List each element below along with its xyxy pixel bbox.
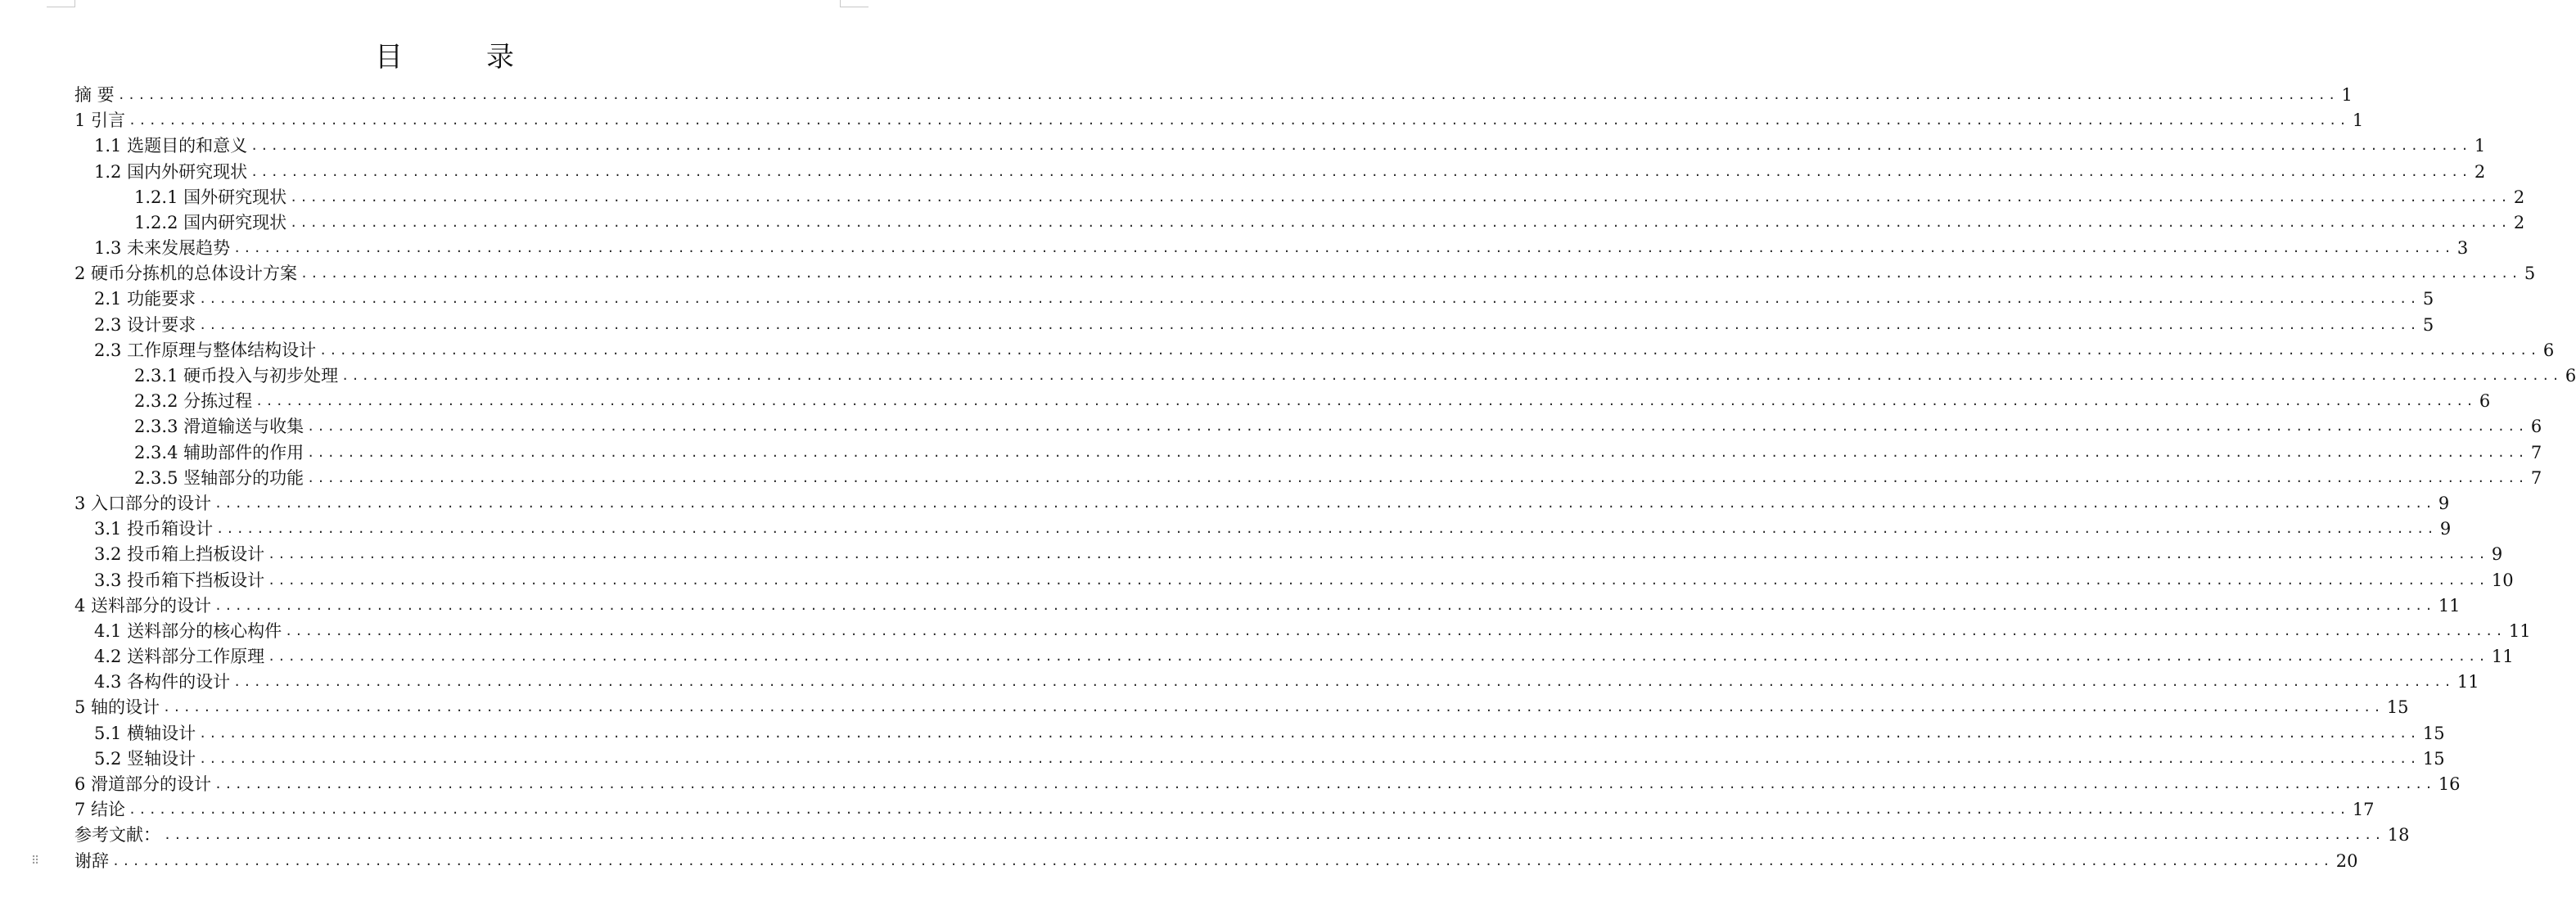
toc-entry-page-number: 20 xyxy=(2335,850,2358,871)
toc-entry-page-number: 1 xyxy=(2352,110,2364,131)
toc-entry[interactable] xyxy=(74,389,2491,414)
toc-dot-leader: ............................................................................................................................................................................................................................ xyxy=(250,164,2471,179)
toc-dot-leader: ............................................................................................................................................................................................................................ xyxy=(199,725,2420,741)
toc-entry[interactable] xyxy=(74,185,2525,210)
toc-dot-leader: ............................................................................................................................................................................................................................ xyxy=(233,241,2454,256)
toc-dot-leader: ............................................................................................................................................................................................................................ xyxy=(290,189,2511,205)
toc-entry[interactable] xyxy=(74,772,2461,797)
toc-entry-page-number: 11 xyxy=(2438,595,2461,616)
toc-entry-page-number: 9 xyxy=(2438,493,2450,513)
toc-dot-leader: ............................................................................................................................................................................................................................ xyxy=(216,521,2437,537)
toc-entry-label: 1.2.2 国内研究现状 xyxy=(134,212,287,232)
toc-entry[interactable] xyxy=(74,236,2469,261)
drag-handle-icon[interactable]: ⠿ xyxy=(31,855,40,868)
toc-entry-label: 5.2 竖轴设计 xyxy=(94,748,196,769)
toc-entry[interactable] xyxy=(74,670,2479,695)
toc-title: 目 录 xyxy=(375,41,542,74)
toc-entry[interactable] xyxy=(74,363,2576,389)
toc-entry-label: 参考文献： xyxy=(74,825,160,846)
toc-entry-page-number: 5 xyxy=(2422,289,2434,309)
toc-entry[interactable] xyxy=(74,491,2450,516)
toc-dot-leader: ............................................................................................................................................................................................................................ xyxy=(199,291,2420,307)
toc-dot-leader: ............................................................................................................................................................................................................................ xyxy=(214,777,2435,792)
toc-entry-page-number: 1 xyxy=(2341,84,2353,105)
toc-entry[interactable] xyxy=(74,210,2525,236)
toc-dot-leader: ............................................................................................................................................................................................................................ xyxy=(214,495,2435,511)
toc-dot-leader: ............................................................................................................................................................................................................................ xyxy=(112,853,2333,868)
toc-entry-label: 3.1 投币箱设计 xyxy=(94,519,214,539)
toc-dot-leader: ............................................................................................................................................................................................................................ xyxy=(307,444,2528,460)
toc-entry-label: 3.3 投币箱下挡板设计 xyxy=(94,570,265,590)
toc-dot-leader: ............................................................................................................................................................................................................................ xyxy=(268,547,2488,562)
toc-entry-label: 1.1 选题目的和意义 xyxy=(94,136,248,156)
toc-entry-page-number: 17 xyxy=(2352,800,2375,820)
toc-dot-leader: ............................................................................................................................................................................................................................ xyxy=(290,214,2511,230)
toc-entry[interactable] xyxy=(74,797,2375,823)
toc-entry-label: 4 送料部分的设计 xyxy=(74,595,212,616)
toc-entry[interactable] xyxy=(74,338,2555,363)
toc-dot-leader: ............................................................................................................................................................................................................................ xyxy=(307,419,2528,435)
toc-entry-label: 4.1 送料部分的核心构件 xyxy=(94,620,282,641)
toc-entry-page-number: 15 xyxy=(2422,723,2445,743)
toc-entry-page-number: 6 xyxy=(2542,340,2555,360)
toc-dot-leader: ............................................................................................................................................................................................................................ xyxy=(164,828,2384,843)
toc-entry[interactable] xyxy=(74,160,2486,185)
toc-entry-page-number: 16 xyxy=(2438,774,2461,795)
toc-entry-page-number: 11 xyxy=(2456,672,2479,692)
toc-entry[interactable] xyxy=(74,108,2364,133)
toc-entry[interactable] xyxy=(74,466,2542,491)
toc-dot-leader: ............................................................................................................................................................................................................................ xyxy=(268,572,2488,588)
toc-entry-page-number: 15 xyxy=(2386,697,2409,718)
page-corner-mark-left xyxy=(47,0,75,7)
toc-entry-page-number: 6 xyxy=(2565,366,2576,386)
toc-entry[interactable] xyxy=(74,568,2514,593)
toc-entry-page-number: 7 xyxy=(2530,442,2542,462)
toc-entry-page-number: 18 xyxy=(2387,825,2410,846)
toc-entry[interactable] xyxy=(74,696,2409,721)
toc-entry-label: 2.3.4 辅助部件的作用 xyxy=(134,442,305,462)
toc-entry-page-number: 11 xyxy=(2491,647,2514,667)
page-corner-mark-right xyxy=(840,0,868,7)
toc-dot-leader: ............................................................................................................................................................................................................................ xyxy=(129,113,2349,129)
toc-entry-label: 1.3 未来发展趋势 xyxy=(94,238,231,259)
toc-entry[interactable] xyxy=(74,721,2445,746)
toc-entry[interactable] xyxy=(74,313,2434,338)
toc-entry-page-number: 6 xyxy=(2530,417,2542,437)
toc-entry[interactable] xyxy=(74,414,2542,440)
toc-entry-label: 4.3 各构件的设计 xyxy=(94,672,231,692)
toc-entry-label: 1 引言 xyxy=(74,110,126,131)
table-of-contents xyxy=(74,83,2576,874)
toc-entry[interactable] xyxy=(74,133,2486,159)
toc-entry-page-number: 3 xyxy=(2456,238,2469,259)
toc-entry-label: 2.1 功能要求 xyxy=(94,289,196,309)
toc-entry-label: 2.3.5 竖轴部分的功能 xyxy=(134,467,305,488)
toc-entry-page-number: 6 xyxy=(2479,391,2491,412)
toc-entry-label: 3 入口部分的设计 xyxy=(74,493,212,513)
toc-entry-page-number: 7 xyxy=(2530,467,2542,488)
toc-entry-page-number: 5 xyxy=(2524,264,2536,284)
toc-entry[interactable] xyxy=(74,440,2542,466)
toc-dot-leader: ............................................................................................................................................................................................................................ xyxy=(214,598,2435,613)
toc-dot-leader: ............................................................................................................................................................................................................................ xyxy=(285,623,2506,638)
toc-entry-label: 1.2.1 国外研究现状 xyxy=(134,187,287,207)
toc-entry-label: 2.3.3 滑道输送与收集 xyxy=(134,417,305,437)
toc-dot-leader: ............................................................................................................................................................................................................................ xyxy=(268,649,2488,665)
toc-entry-label: 5.1 横轴设计 xyxy=(94,723,196,743)
toc-entry[interactable] xyxy=(74,261,2536,286)
toc-entry-page-number: 5 xyxy=(2422,314,2434,335)
toc-entry-label: 2 硬币分拣机的总体设计方案 xyxy=(74,264,298,284)
toc-entry-label: 摘 要 xyxy=(74,84,115,105)
toc-dot-leader: ............................................................................................................................................................................................................................ xyxy=(255,394,2476,409)
toc-entry-page-number: 2 xyxy=(2474,161,2486,182)
toc-entry-label: 2.3.1 硬币投入与初步处理 xyxy=(134,366,339,386)
toc-dot-leader: ............................................................................................................................................................................................................................ xyxy=(199,751,2420,766)
toc-entry[interactable] xyxy=(74,619,2531,644)
toc-entry-label: 2.3 设计要求 xyxy=(94,314,196,335)
toc-entry[interactable] xyxy=(74,287,2434,313)
toc-entry-page-number: 9 xyxy=(2439,519,2452,539)
toc-dot-leader: ............................................................................................................................................................................................................................ xyxy=(341,368,2562,384)
toc-entry[interactable] xyxy=(74,542,2503,567)
toc-entry-label: 5 轴的设计 xyxy=(74,697,160,718)
toc-entry[interactable] xyxy=(74,644,2514,670)
toc-entry-label: 2.3 工作原理与整体结构设计 xyxy=(94,340,317,360)
toc-entry-label: 3.2 投币箱上挡板设计 xyxy=(94,544,265,565)
toc-dot-leader: ............................................................................................................................................................................................................................ xyxy=(163,700,2384,715)
toc-entry-page-number: 11 xyxy=(2508,620,2531,641)
toc-dot-leader: ............................................................................................................................................................................................................................ xyxy=(307,470,2528,485)
toc-entry-page-number: 2 xyxy=(2513,187,2525,207)
toc-entry-label: 谢辞 xyxy=(74,850,109,871)
toc-dot-leader: ............................................................................................................................................................................................................................ xyxy=(233,674,2454,690)
toc-entry-label: 7 结论 xyxy=(74,800,126,820)
toc-entry-page-number: 15 xyxy=(2422,748,2445,769)
toc-entry-label: 1.2 国内外研究现状 xyxy=(94,161,248,182)
toc-dot-leader: ............................................................................................................................................................................................................................ xyxy=(250,138,2471,154)
toc-entry[interactable] xyxy=(74,746,2445,772)
toc-entry[interactable] xyxy=(74,516,2452,542)
toc-dot-leader: ............................................................................................................................................................................................................................ xyxy=(199,317,2420,332)
toc-entry[interactable] xyxy=(74,83,2353,108)
toc-entry-page-number: 10 xyxy=(2491,570,2514,590)
toc-entry-label: 4.2 送料部分工作原理 xyxy=(94,647,265,667)
toc-entry[interactable] xyxy=(74,823,2410,848)
toc-entry-page-number: 9 xyxy=(2491,544,2503,565)
toc-entry-label: 6 滑道部分的设计 xyxy=(74,774,212,795)
toc-entry-page-number: 1 xyxy=(2474,136,2486,156)
toc-entry-label: 2.3.2 分拣过程 xyxy=(134,391,253,412)
toc-dot-leader: ............................................................................................................................................................................................................................ xyxy=(117,87,2339,102)
toc-dot-leader: ............................................................................................................................................................................................................................ xyxy=(319,342,2540,358)
toc-entry[interactable] xyxy=(74,849,2358,874)
toc-entry[interactable] xyxy=(74,593,2461,619)
toc-entry-page-number: 2 xyxy=(2513,212,2525,232)
toc-dot-leader: ............................................................................................................................................................................................................................ xyxy=(300,266,2521,282)
toc-dot-leader: ............................................................................................................................................................................................................................ xyxy=(129,802,2349,818)
